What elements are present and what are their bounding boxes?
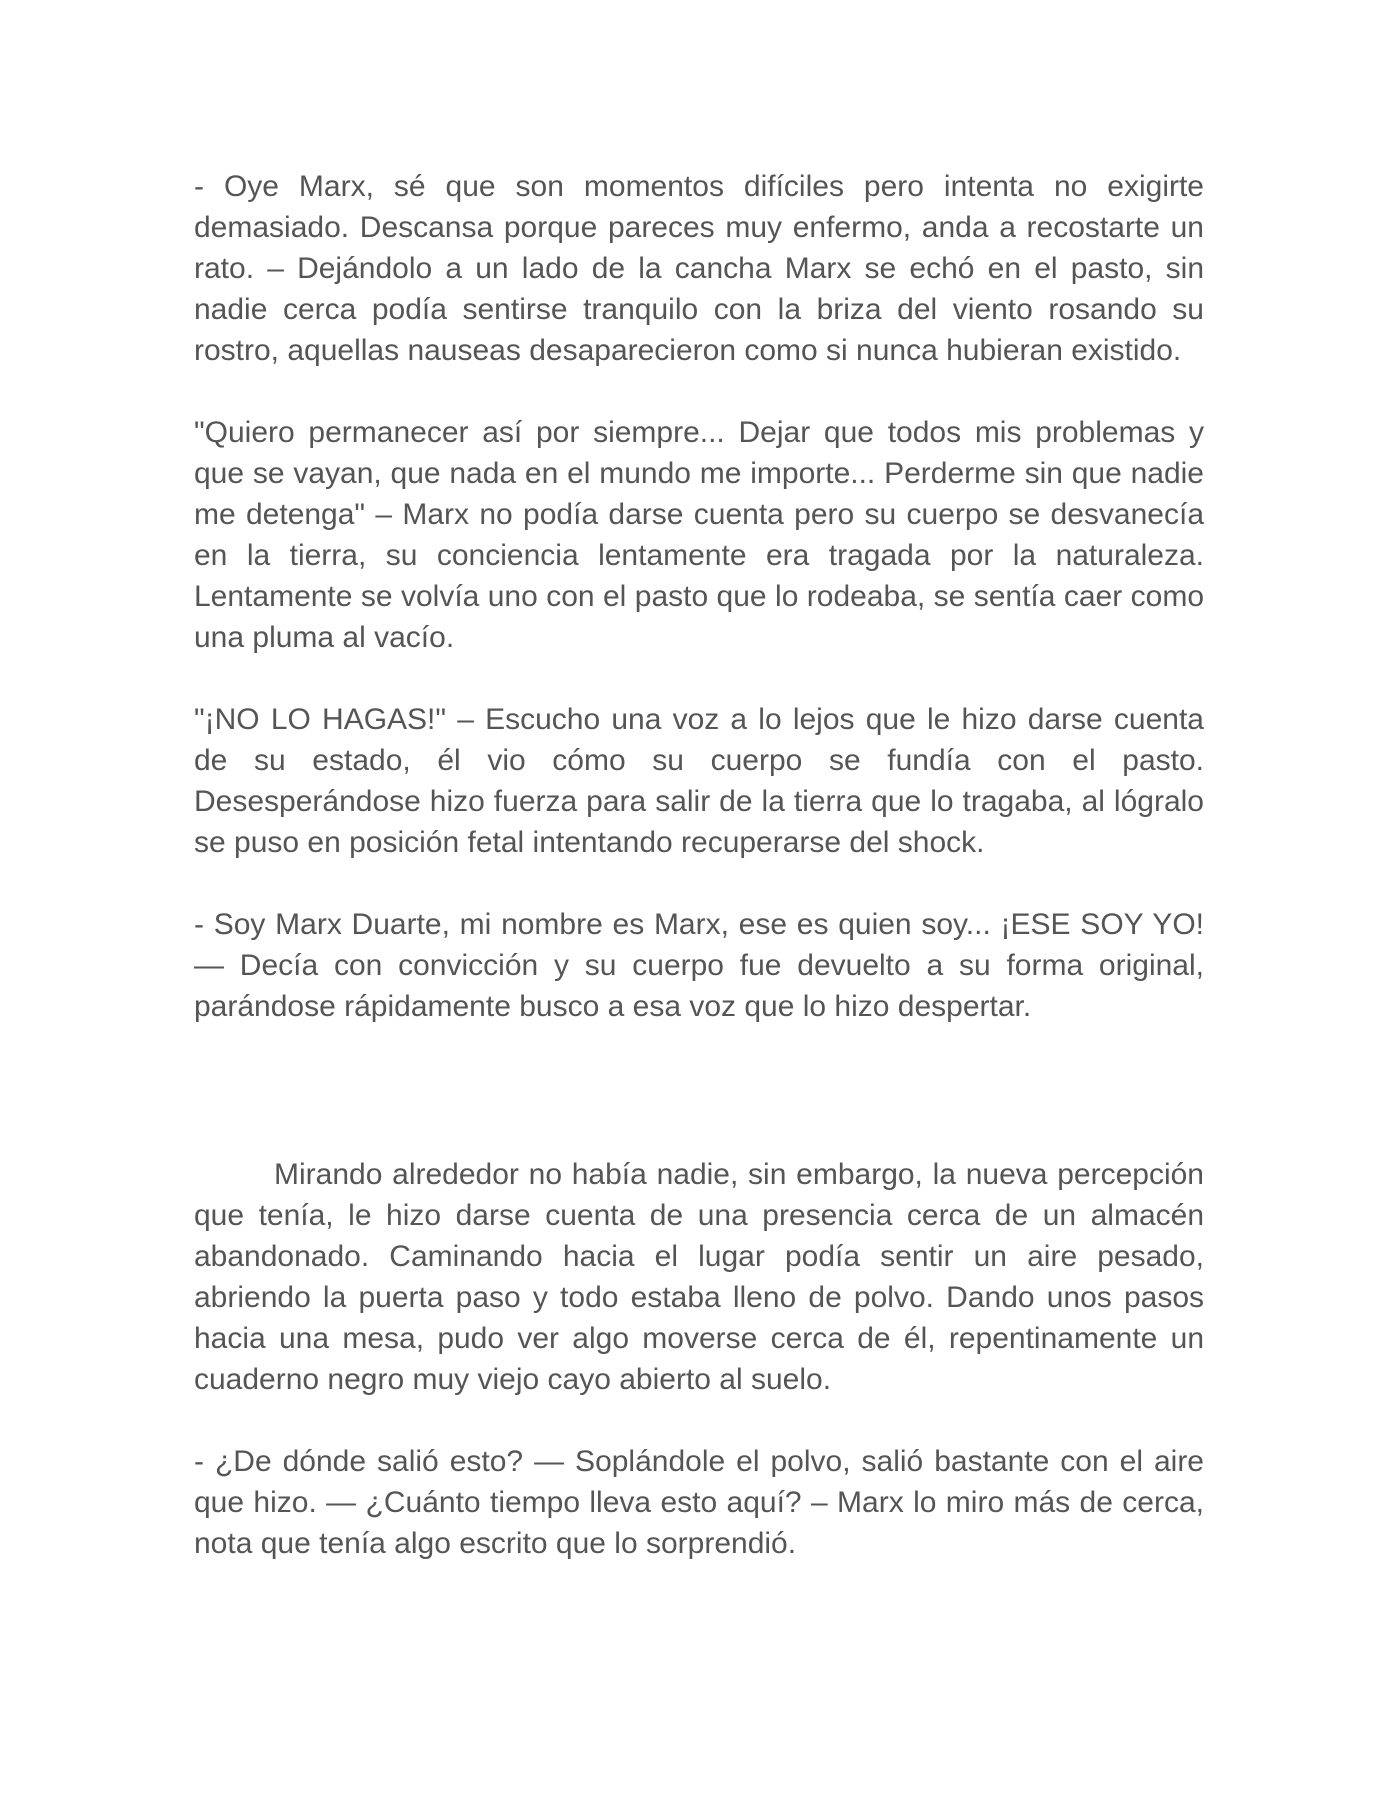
text-section-two <box>194 1154 1204 1605</box>
paragraph: "¡NO LO HAGAS!" – Escucho una voz a lo lejos que le hizo darse cuenta de su estado, él vio cómo su cuerpo se fundía con el pasto. Desesperándose hizo fuerza para salir de la tierra que lo tragaba, al lógralo se puso en posición fetal intentando recuperarse del shock. <box>194 703 1204 859</box>
paragraph: Mirando alrededor no había nadie, sin embargo, la nueva percepción que tenía, le hizo darse cuenta de una presencia cerca de un almacén abandonado. Caminando hacia el lugar podía sentir un aire pesado, abriendo la puerta paso y todo estaba lleno de polvo. Dando unos pasos hacia una mesa, pudo ver algo moverse cerca de él, repentinamente un cuaderno negro muy viejo cayo abierto al suelo. <box>194 1158 1204 1396</box>
text-section-one <box>194 166 1204 1068</box>
paragraph: - Oye Marx, sé que son momentos difíciles pero intenta no exigirte demasiado. Descansa porque pareces muy enfermo, anda a recostarte un rato. – Dejándolo a un lado de la cancha Marx se echó en el pasto, sin nadie cerca podía sentirse tranquilo con la briza del viento rosando su rostro, aquellas nauseas desaparecieron como si nunca hubieran existido. <box>194 170 1204 367</box>
paragraph: - ¿De dónde salió esto? — Soplándole el polvo, salió bastante con el aire que hizo. — ¿Cuánto tiempo lleva esto aquí? – Marx lo miro más de cerca, nota que tenía algo escrito que lo sorprendió. <box>194 1445 1204 1560</box>
paragraph: - Soy Marx Duarte, mi nombre es Marx, ese es quien soy... ¡ESE SOY YO! — Decía con convicción y su cuerpo fue devuelto a su forma original, parándose rápidamente busco a esa voz que lo hizo despertar. <box>194 908 1204 1023</box>
paragraph: "Quiero permanecer así por siempre... Dejar que todos mis problemas y que se vayan, que nada en el mundo me importe... Perderme sin que nadie me detenga" – Marx no podía darse cuenta pero su cuerpo se desvanecía en la tierra, su conciencia lentamente era tragada por la naturaleza. Lentamente se volvía uno con el pasto que lo rodeaba, se sentía caer como una pluma al vacío. <box>194 416 1204 654</box>
